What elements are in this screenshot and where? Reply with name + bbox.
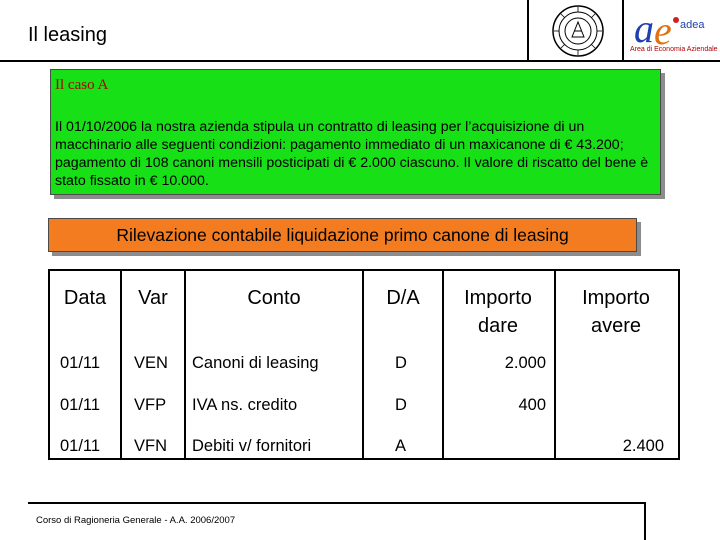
cell-data: 01/11 xyxy=(60,437,101,455)
cell-conto: Canoni di leasing xyxy=(192,354,319,372)
header-underline xyxy=(0,60,720,62)
cell-da: D xyxy=(395,396,407,414)
svg-text:e: e xyxy=(654,8,672,53)
cell-conto: Debiti v/ fornitori xyxy=(192,437,312,455)
header-da: D/A xyxy=(386,287,420,309)
table-border-top xyxy=(48,269,680,271)
table-border-bottom xyxy=(48,458,680,460)
logo-subtext: Area di Economia Aziendale xyxy=(630,46,718,53)
section-title-box xyxy=(48,218,637,252)
case-title: Il caso A xyxy=(55,77,109,93)
header-importo-dare: Importo dare xyxy=(464,287,532,337)
footer-text: Corso di Ragioneria Generale - A.A. 2006/2007 xyxy=(36,515,236,526)
header-conto: Conto xyxy=(247,287,301,309)
cell-data: 01/11 xyxy=(60,396,101,414)
cell-data: 01/11 xyxy=(60,354,101,372)
header-divider-right xyxy=(622,0,624,62)
cell-var: VEN xyxy=(134,354,168,372)
page-title: Il leasing xyxy=(28,24,107,46)
table-col-divider xyxy=(442,270,444,460)
case-description: Il 01/10/2006 la nostra azienda stipula un contratto di leasing per l’acquisizione di un macchinario alle seguenti condizioni: pagamento immediato di un maxicanone di € 43.200; pagamento di 108 canoni mensili posticipati di € 2.000 ciascuno. Il valore di riscatto del bene è stato fissato in € 10.000. xyxy=(55,119,649,189)
university-seal-icon xyxy=(550,4,606,58)
section-title: Rilevazione contabile liquidazione primo canone di leasing xyxy=(116,225,569,245)
header-var: Var xyxy=(138,287,168,309)
header-importo-avere: Importo avere xyxy=(582,287,650,337)
table-border-right xyxy=(678,270,680,460)
cell-avere: 2.400 xyxy=(622,437,664,455)
cell-da: A xyxy=(395,437,407,455)
cell-var: VFN xyxy=(134,437,167,455)
cell-var: VFP xyxy=(134,396,167,414)
cell-conto: IVA ns. credito xyxy=(192,396,298,414)
cell-dare: 400 xyxy=(518,396,546,414)
header-data: Data xyxy=(63,287,107,309)
case-box xyxy=(50,69,661,195)
header-divider-left xyxy=(527,0,529,62)
cell-dare: 2.000 xyxy=(504,354,546,372)
svg-text:a: a xyxy=(634,6,654,51)
table-col-divider xyxy=(554,270,556,460)
logo-wordmark: adea xyxy=(680,19,705,31)
cell-da: D xyxy=(395,354,407,372)
